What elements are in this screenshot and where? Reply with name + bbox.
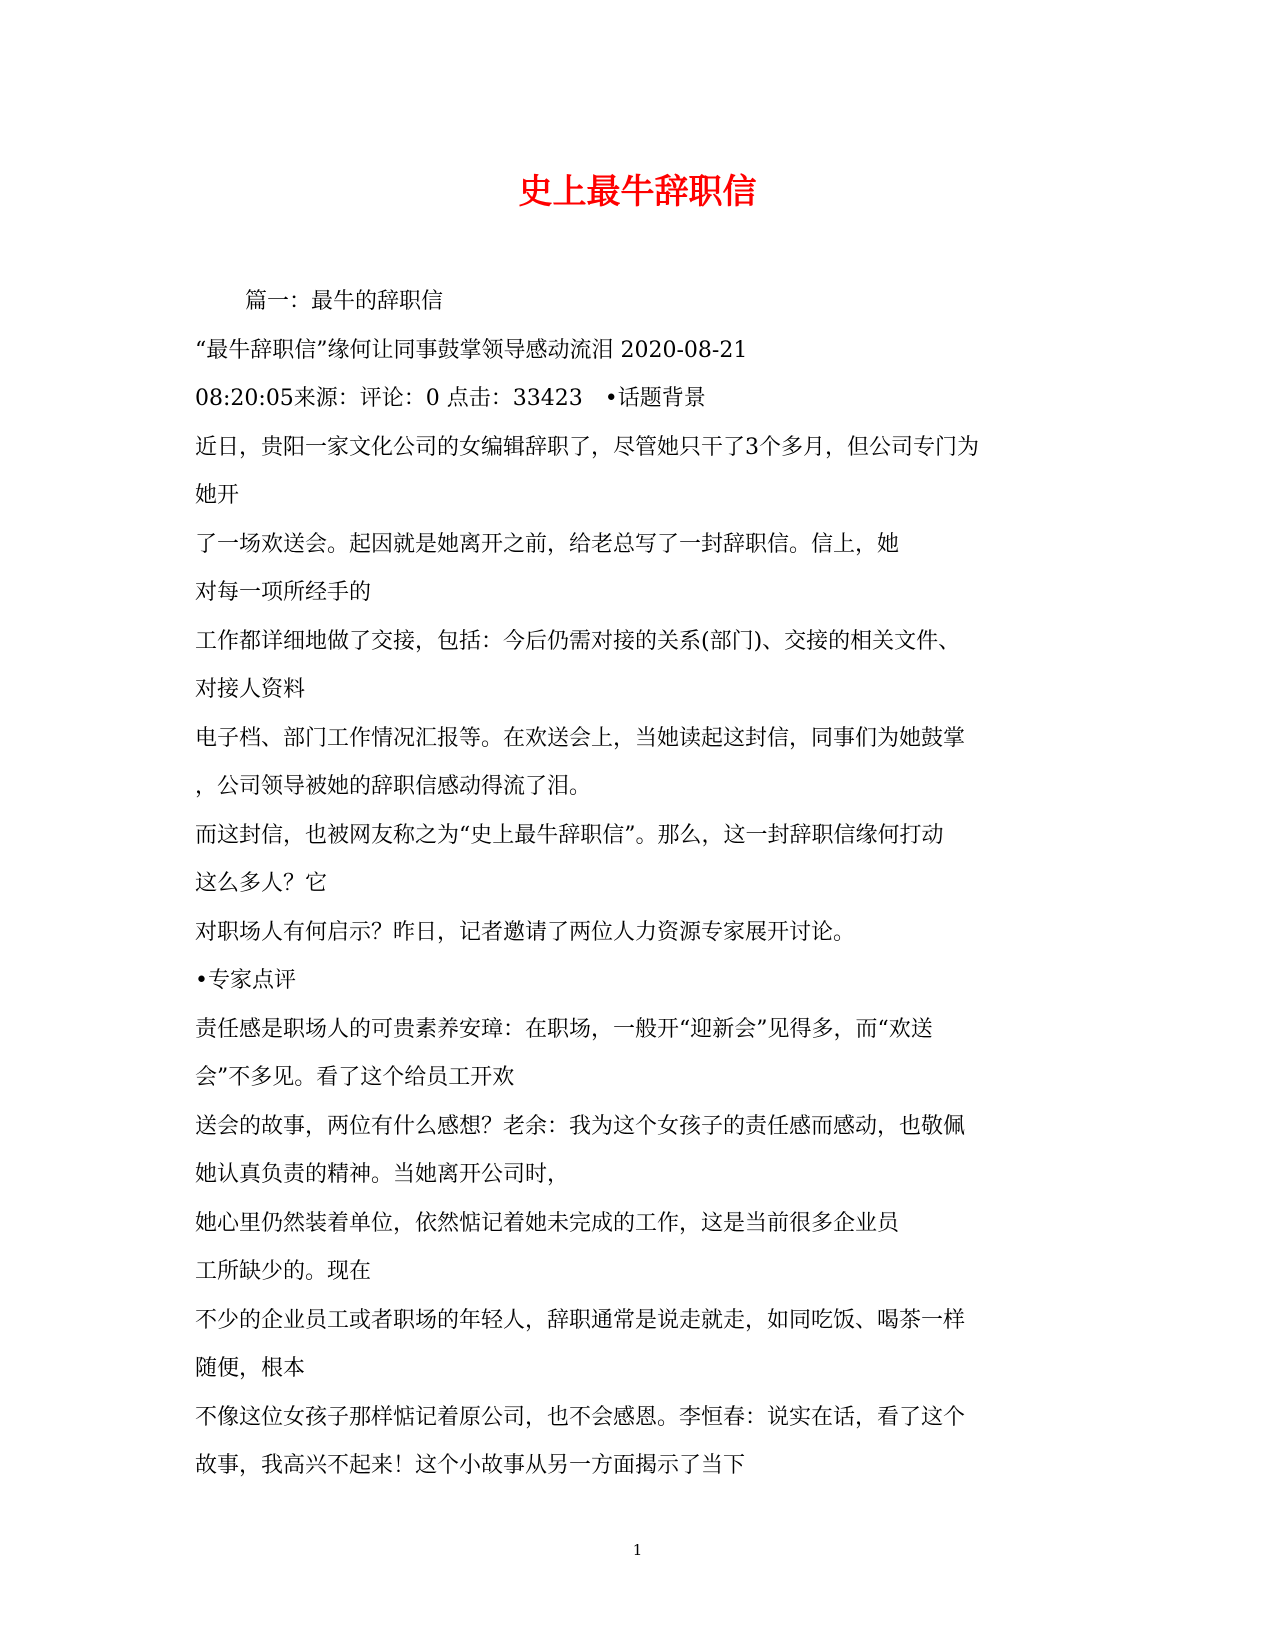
body-line: 故事，我高兴不起来！这个小故事从另一方面揭示了当下 xyxy=(195,1453,746,1478)
section-heading: 篇一：最牛的辞职信 xyxy=(245,289,444,314)
document-title: 史上最牛辞职信 xyxy=(518,172,757,212)
body-line: 对接人资料 xyxy=(195,677,306,702)
body-line: 这么多人？它 xyxy=(195,871,328,896)
page-number: 1 xyxy=(632,1541,643,1559)
body-line: 她开 xyxy=(195,483,240,508)
body-line: 不少的企业员工或者职场的年轻人，辞职通常是说走就走，如同吃饭、喝茶一样 xyxy=(195,1307,966,1333)
body-line: 对职场人有何启示？昨日，记者邀请了两位人力资源专家展开讨论。 xyxy=(195,919,856,945)
body-line: 她心里仍然装着单位，依然惦记着她未完成的工作，这是当前很多企业员 xyxy=(195,1210,900,1236)
body-line: 工所缺少的。现在 xyxy=(195,1259,372,1284)
body-line: 了一场欢送会。起因就是她离开之前，给老总写了一封辞职信。信上，她 xyxy=(195,531,900,557)
body-line: ，公司领导被她的辞职信感动得流了泪。 xyxy=(195,774,592,799)
body-line: “最牛辞职信”缘何让同事鼓掌领导感动流泪 2020-08-21 xyxy=(195,337,748,363)
body-line: 08:20:05来源：评论：0 点击：33423 •话题背景 xyxy=(195,386,706,411)
body-line: 电子档、部门工作情况汇报等。在欢送会上，当她读起这封信，同事们为她鼓掌 xyxy=(195,725,966,751)
body-line: 而这封信，也被网友称之为“史上最牛辞职信”。那么，这一封辞职信缘何打动 xyxy=(195,822,944,848)
body-line: 对每一项所经手的 xyxy=(195,580,372,605)
body-line: 她认真负责的精神。当她离开公司时， xyxy=(195,1162,570,1187)
subsection-heading: •专家点评 xyxy=(195,968,296,993)
body-line: 近日，贵阳一家文化公司的女编辑辞职了，尽管她只干了3个多月，但公司专门为 xyxy=(195,434,979,460)
body-line: 工作都详细地做了交接，包括：今后仍需对接的关系(部门)、交接的相关文件、 xyxy=(195,628,961,654)
body-line: 送会的故事，两位有什么感想？老余：我为这个女孩子的责任感而感动，也敬佩 xyxy=(195,1113,966,1139)
body-line: 随便，根本 xyxy=(195,1356,306,1381)
body-line: 会”不多见。看了这个给员工开欢 xyxy=(195,1065,515,1090)
document-body xyxy=(195,278,1095,1491)
body-line: 不像这位女孩子那样惦记着原公司，也不会感恩。李恒春：说实在话，看了这个 xyxy=(195,1404,966,1430)
body-line: 责任感是职场人的可贵素养安璋：在职场，一般开“迎新会”见得多，而“欢送 xyxy=(195,1016,933,1042)
